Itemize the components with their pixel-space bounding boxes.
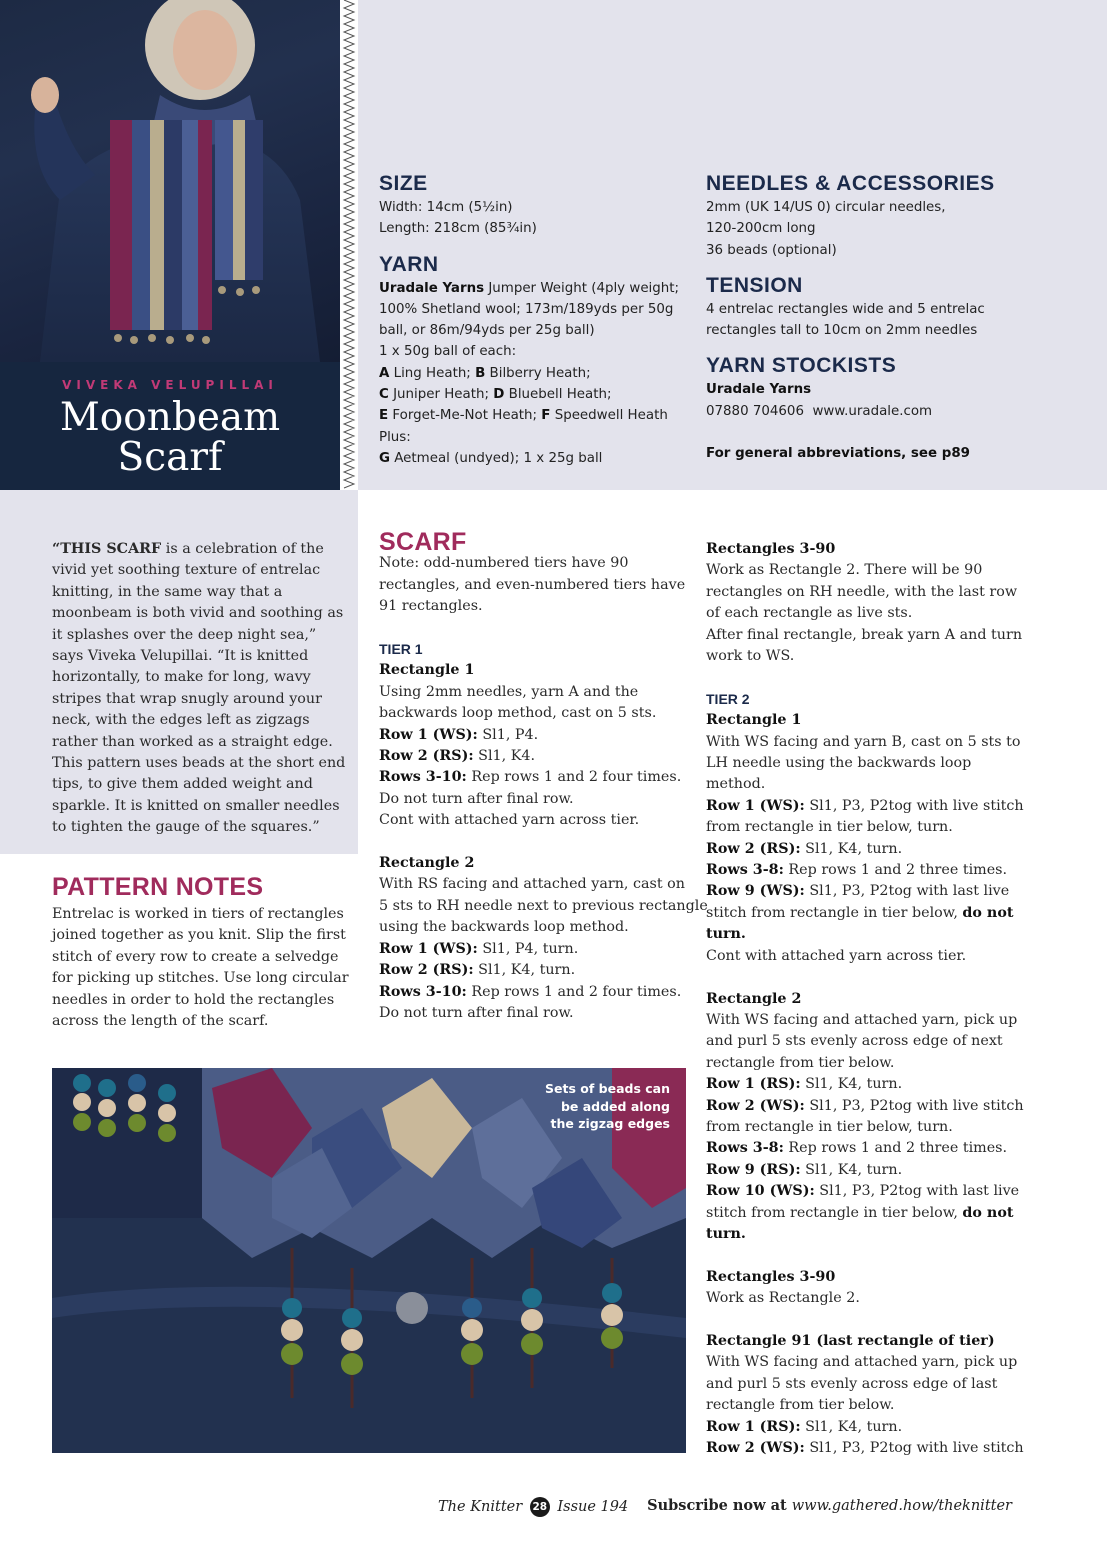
row-instruction: Rows 3-10: Rep rows 1 and 2 four times. — [379, 769, 682, 786]
row-instruction: Row 9 (RS): Sl1, K4, turn. — [706, 1161, 903, 1178]
size-length: Length: 218cm (85¾in) — [379, 221, 537, 237]
row-instruction: Row 1 (WS): Sl1, P4, turn. — [379, 940, 579, 957]
row-instruction: Row 1 (WS): Sl1, P4. — [379, 726, 539, 743]
yarn-colours-cd: C Juniper Heath; D Bluebell Heath; — [379, 387, 612, 403]
text-line: With WS facing and yarn B, cast on 5 sts to — [706, 733, 1021, 750]
tiers-column — [706, 539, 1026, 1459]
text-line: With RS facing and attached yarn, cast on — [379, 876, 685, 893]
yarn-desc-1: Uradale Yarns Jumper Weight (4ply weight; — [379, 280, 680, 296]
text-line: Cont with attached yarn across tier. — [379, 812, 640, 829]
text-line: from rectangle in tier below, turn. — [706, 1118, 953, 1135]
row-instruction: Row 1 (WS): Sl1, P3, P2tog with live stitch — [706, 797, 1024, 814]
text-line: turn. — [706, 926, 746, 943]
tension-line-1: 4 entrelac rectangles wide and 5 entrelac — [706, 301, 985, 317]
yarn-colours-ab: A Ling Heath; B Bilberry Heath; — [379, 365, 591, 381]
row-instruction: Row 9 (WS): Sl1, P3, P2tog with last live — [706, 883, 1010, 900]
text-line: With WS facing and attached yarn, pick up — [706, 1011, 1018, 1028]
scarf-heading: SCARF — [379, 528, 467, 556]
pattern-notes-heading: PATTERN NOTES — [52, 873, 264, 901]
text-line: Work as Rectangle 2. There will be 90 — [706, 562, 983, 579]
yarn-heading: YARN — [379, 252, 439, 276]
text-line: rectangles on RH needle, with the last row — [706, 583, 1018, 600]
row-instruction: Row 2 (RS): Sl1, K4. — [379, 748, 536, 765]
row-instruction: Row 1 (RS): Sl1, K4, turn. — [706, 1076, 903, 1093]
pattern-title — [0, 395, 340, 480]
subscribe-text: Subscribe now at — [647, 1497, 792, 1514]
info-left-column — [379, 171, 699, 469]
row-instruction: Rows 3-10: Rep rows 1 and 2 four times. — [379, 983, 682, 1000]
needles-line-2: 120-200cm long — [706, 221, 816, 237]
scarf-column — [379, 528, 708, 1024]
hero-photo — [0, 0, 340, 362]
footer-right — [647, 1497, 1012, 1514]
caption-line: the zigzag edges — [550, 1116, 670, 1131]
row-instruction: Row 2 (WS): Sl1, P3, P2tog with live stitch — [706, 1440, 1024, 1456]
needles-heading: NEEDLES & ACCESSORIES — [706, 172, 995, 195]
text-line: Work as Rectangle 2. — [706, 1290, 860, 1307]
info-right-column — [706, 171, 1026, 464]
row-instruction: Row 2 (RS): Sl1, K4, turn. — [706, 840, 903, 857]
row-instruction: Row 1 (RS): Sl1, K4, turn. — [706, 1418, 903, 1435]
text-line: stitch from rectangle in tier below, do not — [706, 904, 1014, 921]
rect1-heading: Rectangle 1 — [379, 662, 475, 679]
tier1-heading: TIER 1 — [379, 641, 423, 658]
title-block — [0, 362, 340, 490]
stockists-contact: 07880 704606 www.uradale.com — [706, 403, 933, 419]
text-line: from rectangle in tier below, turn. — [706, 819, 953, 836]
rect2-heading: Rectangle 2 — [379, 855, 475, 872]
text-line: Cont with attached yarn across tier. — [706, 947, 967, 964]
yarn-qty: 1 x 50g ball of each: — [379, 344, 517, 360]
text-line: using the backwards loop method. — [379, 919, 629, 936]
needles-line-1: 2mm (UK 14/US 0) circular needles, — [706, 200, 946, 215]
caption-line: be added along — [560, 1098, 670, 1114]
yarn-colours-ef: E Forget-Me-Not Heath; F Speedwell Heath — [379, 408, 668, 424]
text-line: Do not turn after final row. — [379, 1004, 574, 1021]
rects-3-90-heading: Rectangles 3-90 — [706, 541, 836, 557]
text-line: Do not turn after final row. — [379, 790, 574, 807]
row-instruction: Rows 3-8: Rep rows 1 and 2 three times. — [706, 1140, 1008, 1157]
caption-line: Sets of beads can — [545, 1081, 670, 1096]
row-instruction: Row 2 (WS): Sl1, P3, P2tog with live stitch — [706, 1097, 1024, 1114]
needles-line-3: 36 beads (optional) — [706, 242, 837, 258]
abbreviations-note: For general abbreviations, see p89 — [706, 446, 970, 462]
tier2-rect2-heading: Rectangle 2 — [706, 990, 802, 1007]
author-name: VIVEKA VELUPILLAI — [62, 378, 278, 392]
yarn-colour-g: G Aetmeal (undyed); 1 x 25g ball — [379, 450, 603, 466]
scarf-note: Note: odd-numbered tiers have 90 rectangles, and even-numbered tiers have 91 rectangles. — [379, 555, 686, 615]
tier2-heading: TIER 2 — [706, 690, 750, 707]
tier2-rect1-heading: Rectangle 1 — [706, 712, 802, 729]
tension-heading: TENSION — [706, 273, 803, 297]
text-line: method. — [706, 776, 766, 793]
text-line: rectangle from tier below. — [706, 1054, 895, 1071]
text-line: stitch from rectangle in tier below, do not — [706, 1204, 1014, 1221]
text-line: rectangle from tier below. — [706, 1397, 895, 1414]
pattern-notes — [52, 873, 352, 1032]
subscribe-url[interactable]: www.gathered.how/theknitter — [791, 1498, 1012, 1514]
size-width: Width: 14cm (5½in) — [379, 200, 513, 215]
rects-3-90b-heading: Rectangles 3-90 — [706, 1268, 836, 1285]
text-line: of each rectangle as live sts. — [706, 605, 913, 622]
yarn-desc-3: ball, or 86m/94yds per 25g ball) — [379, 323, 595, 339]
yarn-desc-2: 100% Shetland wool; 173m/189yds per 50g — [379, 301, 674, 317]
title-line-1: Moonbeam — [59, 395, 281, 440]
intro-body: is a celebration of the vivid yet soothing texture of entrelac knitting, in the same way that a moonbeam is both vivid and soothing as it splashes over the deep night sea,” says Viveka Velupillai. “It is knitted horizontally, to make for long, wavy stripes that wrap snugly around your neck, with the edges left as zigzags rather than worked as a straight edge. This pattern uses beads at the short end tips, to give them added weight and sparkle. It is knitted on smaller needles to tighten the gauge of the squares.” — [52, 541, 346, 836]
photo-caption — [530, 1080, 670, 1133]
stockists-heading: YARN STOCKISTS — [706, 354, 897, 378]
zigzag-divider — [340, 0, 358, 520]
stockists-name: Uradale Yarns — [706, 382, 812, 398]
yarn-plus: Plus: — [379, 429, 411, 445]
tension-line-2: rectangles tall to 10cm on 2mm needles — [706, 323, 978, 339]
text-line: After final rectangle, break yarn A and turn — [706, 626, 1023, 643]
title-line-2: Scarf — [117, 435, 223, 480]
text-line: and purl 5 sts evenly across edge of last — [706, 1375, 998, 1392]
beads-photo — [52, 1068, 686, 1453]
text-line: backwards loop method, cast on 5 sts. — [379, 705, 657, 722]
text-line: With WS facing and attached yarn, pick up — [706, 1354, 1018, 1371]
footer-left — [438, 1497, 628, 1517]
text-line: turn. — [706, 1225, 746, 1242]
text-line: and purl 5 sts evenly across edge of next — [706, 1033, 1003, 1050]
row-instruction: Rows 3-8: Rep rows 1 and 2 three times. — [706, 862, 1008, 879]
magazine-name: The Knitter — [438, 1499, 523, 1515]
text-line: LH needle using the backwards loop — [706, 755, 972, 772]
text-line: 5 sts to RH needle next to previous rectangle — [379, 897, 708, 914]
intro-text — [52, 539, 348, 839]
text-line: Using 2mm needles, yarn A and the — [379, 683, 639, 700]
text-line: work to WS. — [706, 648, 795, 665]
row-instruction: Row 10 (WS): Sl1, P3, P2tog with last live — [706, 1183, 1020, 1200]
pattern-notes-body: Entrelac is worked in tiers of rectangles joined together as you knit. Slip the first stitch of every row to create a selvedge for picking up stitches. Use long circular needles in order to hold the rectangles across the length of the scarf. — [52, 906, 349, 1030]
rect-91-heading: Rectangle 91 (last rectangle of tier) — [706, 1332, 995, 1349]
hero-illustration — [0, 0, 340, 362]
page-number: 28 — [530, 1497, 550, 1517]
issue-number: Issue 194 — [557, 1499, 629, 1515]
size-heading: SIZE — [379, 172, 428, 195]
row-instruction: Row 2 (RS): Sl1, K4, turn. — [379, 962, 576, 979]
intro-lead: “THIS SCARF — [52, 541, 162, 557]
